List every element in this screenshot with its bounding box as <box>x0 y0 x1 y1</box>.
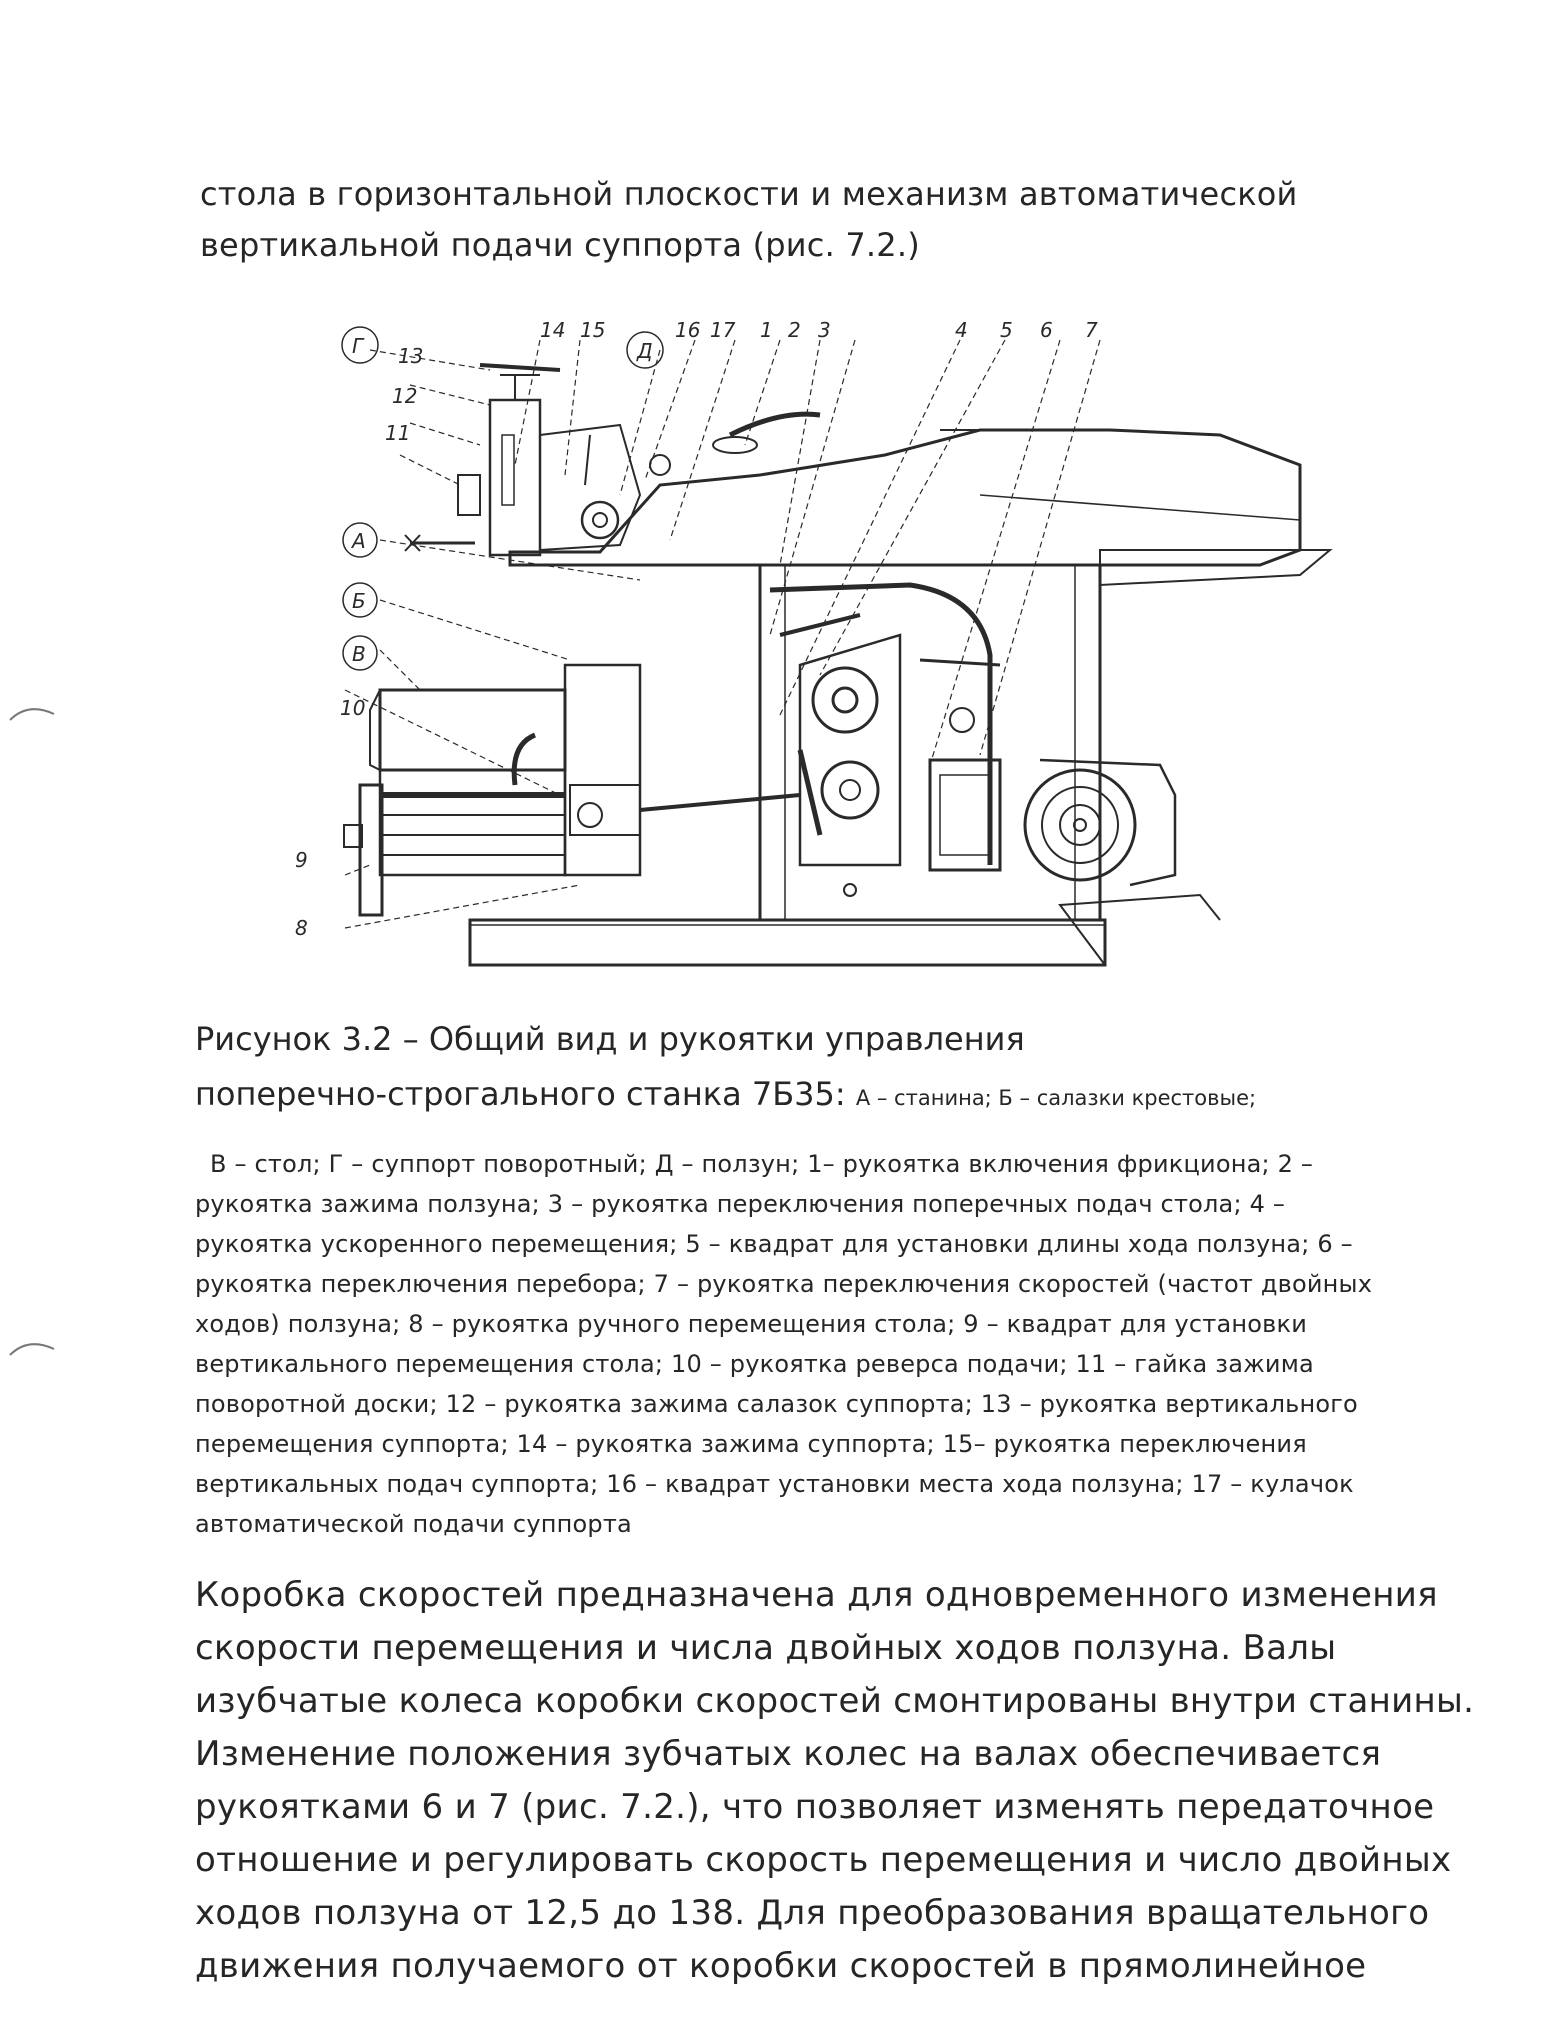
callout-label: 12 <box>392 384 418 408</box>
legend-line: рукоятка ускоренного перемещения; 5 – квадрат для установки длины хода ползуна; 6 – <box>195 1230 1353 1258</box>
intro-text-line: вертикальной подачи суппорта (рис. 7.2.) <box>200 226 920 264</box>
callout-label: Г <box>352 334 364 358</box>
caption-machine-name: поперечно-строгального станка 7Б35: <box>195 1075 846 1113</box>
callout-label: 15 <box>580 318 606 342</box>
callout-label: 11 <box>385 421 411 445</box>
cross-slides <box>380 770 565 875</box>
legend-line: рукоятка переключения перебора; 7 – рукоятка переключения скоростей (частот двойных <box>195 1270 1373 1298</box>
callout-label: Д <box>637 339 653 363</box>
binding-hole-mark <box>8 1335 56 1359</box>
callout-label: 17 <box>710 318 736 342</box>
intro-text-line: стола в горизонтальной плоскости и механизм автоматической <box>200 175 1298 213</box>
callout-label: 4 <box>955 318 968 342</box>
ram <box>510 430 1300 565</box>
callout-label: 14 <box>540 318 566 342</box>
callout-label: 6 <box>1040 318 1053 342</box>
flywheel <box>813 668 877 732</box>
caption-legend-start: А – станина; Б – салазки крестовые; <box>855 1086 1257 1110</box>
callout-label: Б <box>352 589 366 613</box>
body-text-line: Коробка скоростей предназначена для одновременного изменения <box>195 1575 1438 1615</box>
callout-label: 1 <box>760 318 773 342</box>
callout-label: 10 <box>340 696 366 720</box>
callout-label: 3 <box>818 318 831 342</box>
body-text-line: движения получаемого от коробки скоростей в прямолинейное <box>195 1946 1367 1986</box>
callout-label: 8 <box>295 916 308 940</box>
body-text-line: ходов ползуна от 12,5 до 138. Для преобразования вращательного <box>195 1893 1430 1933</box>
callout-label: 9 <box>295 848 308 872</box>
work-table <box>380 690 565 770</box>
tool-head <box>490 400 540 555</box>
legend-line: вертикальных подач суппорта; 16 – квадрат установки места хода ползуна; 17 – кулачок <box>195 1470 1354 1498</box>
legend-line: поворотной доски; 12 – рукоятка зажима салазок суппорта; 13 – рукоятка вертикального <box>195 1390 1358 1418</box>
callout-label: 13 <box>398 344 424 368</box>
legend-line: вертикального перемещения стола; 10 – рукоятка реверса подачи; 11 – гайка зажима <box>195 1350 1314 1378</box>
callout-label: В <box>352 642 366 666</box>
figure-caption-title: Рисунок 3.2 – Общий вид и рукоятки управления <box>195 1020 1025 1058</box>
callout-label: А <box>352 529 366 553</box>
body-text-line: Изменение положения зубчатых колес на валах обеспечивается <box>195 1734 1382 1774</box>
machine-base <box>470 920 1105 965</box>
binding-hole-mark <box>8 700 56 724</box>
callout-label: 5 <box>1000 318 1013 342</box>
legend-line: перемещения суппорта; 14 – рукоятка зажима суппорта; 15– рукоятка переключения <box>195 1430 1307 1458</box>
machine-drawing <box>295 315 1330 985</box>
legend-line: ходов) ползуна; 8 – рукоятка ручного перемещения стола; 9 – квадрат для установки <box>195 1310 1307 1338</box>
body-text-line: изубчатые колеса коробки скоростей смонтированы внутри станины. <box>195 1681 1475 1721</box>
body-text-line: отношение и регулировать скорость перемещения и число двойных <box>195 1840 1452 1880</box>
callout-label: 2 <box>788 318 801 342</box>
body-text-line: рукоятками 6 и 7 (рис. 7.2.), что позволяет изменять передаточное <box>195 1787 1435 1827</box>
body-text-line: скорости перемещения и числа двойных ходов ползуна. Валы <box>195 1628 1337 1668</box>
callout-label: 7 <box>1085 318 1098 342</box>
callout-label: 16 <box>675 318 701 342</box>
figure-caption-subtitle <box>195 1075 1256 1113</box>
legend-line: рукоятка зажима ползуна; 3 – рукоятка переключения поперечных подач стола; 4 – <box>195 1190 1286 1218</box>
legend-line: В – стол; Г – суппорт поворотный; Д – ползун; 1– рукоятка включения фрикциона; 2 – <box>210 1150 1314 1178</box>
legend-line: автоматической подачи суппорта <box>195 1510 632 1538</box>
